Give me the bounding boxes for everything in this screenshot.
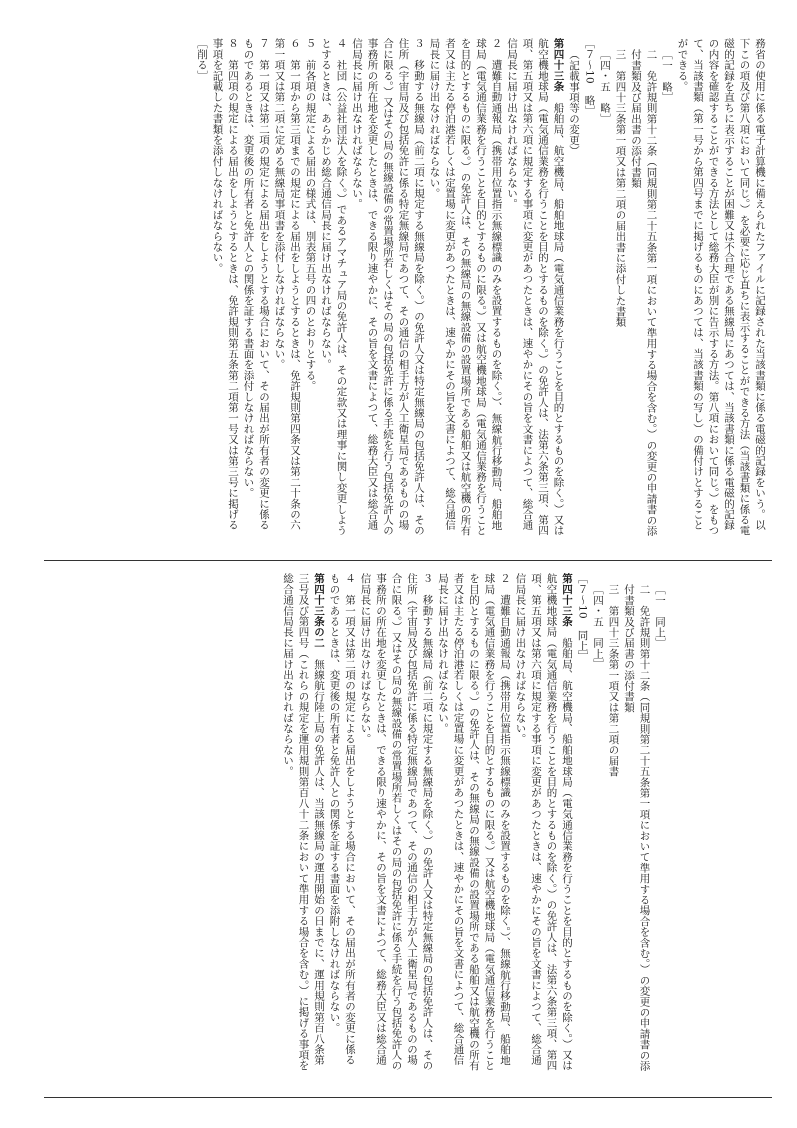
list-item: 三 第四十三条第一項又は第二項の届出書に添付した書類 bbox=[614, 49, 627, 328]
article-43-2 bbox=[280, 573, 327, 1073]
bracket-note: ［一 略］ bbox=[661, 49, 673, 103]
article-heading: 第四十三条 bbox=[561, 573, 573, 627]
bracket-note: ［四・五 同上］ bbox=[592, 584, 604, 670]
article-text: 無線航行陸上局の免許人は、当該無線局の運用開始の日までに、運用規則第百八条第三号及び第四号（これらの規定を運用規則第百八十二条において準用する場合を含む。）に掲げる事項を総合通信局長に届け出なければならない。 bbox=[282, 573, 325, 1071]
section-divider bbox=[44, 560, 772, 561]
bottom-divider bbox=[44, 1097, 772, 1098]
article-heading: 第四十三条の二 bbox=[313, 573, 325, 648]
bracket-note: ［削る］ bbox=[196, 38, 208, 81]
bracket-note: ［一 同上］ bbox=[654, 584, 666, 649]
article-43 bbox=[504, 38, 566, 538]
paragraph: ３ 移動する無線局（前二項に規定する無線局を除く。）の免許人又は特定無線局の包括免許人は、その住所（宇宙局及び包括免許に係る特定無線局であつて、その通信の相手方が人工衛星局であるものの場合に限る。）又はその局の無線設備の常置場所若しくはその局の包括免許に係る手続を行う包括免許人の事務所の所在地を変更したときは、できる限り速やかに、その旨を文書によつて、総務大臣又は総合通信局長に届け出なければならない。 bbox=[351, 38, 425, 536]
paragraph: ８ 第四項の規定による届出をしようとするときは、免許規則第五条第二項第一号又は第三号に掲げる事項を記載した書類を添付しなければならない。 bbox=[211, 38, 239, 531]
list-item: 二 免許規則第十二条（同規則第二十五条第一項において準用する場合を含む。）の変更の申請書の添付書類及び届書の添付書類 bbox=[623, 584, 651, 1071]
paragraph: ２ 遭難自動通報局（携帯用位置指示無線標識のみを設置するものを除く。）、無線航行移動局、船舶地球局（電気通信業務を行うことを目的とするものに限る。）又は航空機地球局（電気通信業務を行うことを目的とするものに限る。）の免許人は、その無線局の無線設備の設置場所である船舶又は航空機の所有者又は主たる停泊港若しくは定置場に変更があつたときは、速やかにその旨を文書によつて、総合通信局長に届け出なければならない。 bbox=[437, 573, 511, 1071]
paragraph: ４ 社団（公益社団法人を除く。）であるアマチュア局の免許人は、その定款又は理事に関し変更しようとするときは、あらかじめ総合通信局長に届け出なければならない。 bbox=[320, 38, 348, 536]
paragraph: ５ 前各項の規定による届出の様式は、別表第五号の四のとおりとする。 bbox=[304, 38, 317, 392]
article-43 bbox=[512, 573, 574, 1073]
list-item: 二 免許規則第十二条（同規則第二十五条第一項において準用する場合を含む。）の変更の申請書の添付書類及び届出書の添付書類 bbox=[630, 49, 658, 536]
paragraph: ７ 第一項又は第二項の規定による届出をしようとする場合において、その届出が所有者の変更に係るものであるときは、変更後の所有者と免許人との関係を証する書面を添付しなければならない。 bbox=[242, 38, 270, 531]
paragraph: ４ 第一項又は第二項の規定による届出をしようとする場合において、その届出が所有者の変更に係るものであるときは、変更後の所有者と免許人との関係を証する書面を添附しなければならない。 bbox=[328, 573, 356, 1066]
list-item: 三 第四十三条第一項又は第二項の届書 bbox=[607, 584, 620, 777]
bracket-note: ［四・五 略］ bbox=[599, 49, 611, 124]
lower-section bbox=[22, 573, 667, 1073]
paragraph: ６ 第一項から第三項までの規定による届出をしようとするときは、免許規則第四条又は第二十条の六第一項又は第二項に定める無線局事項書を添付しなければならない。 bbox=[273, 38, 301, 531]
article-caption: （記載事項等の変更） bbox=[568, 49, 580, 156]
bracket-note: ［７～10 略］ bbox=[583, 38, 596, 116]
paragraph: ３ 移動する無線局（前二項に規定する無線局を除く。）の免許人又は特定無線局の包括免許人は、その住所（宇宙局及び包括免許に係る特定無線局であつて、その通信の相手方が人工衛星局であるものの場合に限る。）又はその局の無線設備の常置場所若しくはその局の包括免許に係る手続を行う包括免許人の事務所の所在地を変更したときは、できる限り速やかに、その旨を文書によつて、総務大臣又は総合通信局長に届け出なければならない。 bbox=[359, 573, 434, 1071]
paragraph: 務省の使用に係る電子計算機に備えられたファイルに記録された当該書類に係る電磁的記録をいう。以下この項及び第八項において同じ。）を必要に応じ直ちに表示することができる方法（当該書類に係る電磁的記録を直ちに表示することが困難又は不合理である無線局にあつては、当該書類に係る電磁的記録の内容を確認することができる方法として総務大臣が別に告示する方法。第八項において同じ。）をもつて、当該書類（第一号から第四号までに掲げるものにあつては、当該書類の写し）の備付けとすることができる。 bbox=[676, 38, 766, 536]
article-text: 船舶局、航空機局、船舶地球局（電気通信業務を行うことを目的とするものを除く。）又は航空機地球局（電気通信業務を行うことを目的とするものを除く。）の免許人は、法第六条第三項、第四項、第五項又は第六項に規定する事項に変更があつたときは、速やかにその旨を文書によつて、総合通信局長に届け出なければならない。 bbox=[506, 38, 565, 536]
bracket-note: ［７～10 同上］ bbox=[576, 573, 589, 662]
article-heading: 第四十三条 bbox=[552, 38, 565, 92]
paragraph: ２ 遭難自動通報局（携帯用位置指示無線標識のみを設置するものを除く。）、無線航行移動局、船舶地球局（電気通信業務を行うことを目的とするものに限る。）又は航空機地球局（電気通信業務を行うことを目的とするものに限る。）の免許人は、その無線局の無線設備の設置場所である船舶又は航空機の所有者又は主たる停泊港若しくは定置場に変更があつたときは、速やかにその旨を文書によつて、総合通信局長に届け出なければならない。 bbox=[428, 38, 503, 536]
upper-section bbox=[22, 38, 767, 538]
article-text: 船舶局、航空機局、船舶地球局（電気通信業務を行うことを目的とするものを除く。）又は航空機地球局（電気通信業務を行うことを目的とするものを除く。）の免許人は、法第六条第三項、第四項、第五項又は第六項に規定する事項に変更があつたときは、速やかにその旨を文書によつて、総合通信局長に届け出なければならない。 bbox=[514, 573, 573, 1071]
